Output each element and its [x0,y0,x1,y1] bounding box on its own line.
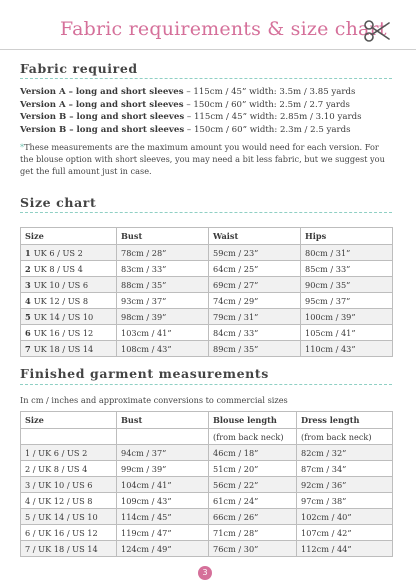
size-label: UK 18 / US 14 [33,343,94,354]
blouse-length-cell: 76cm / 30” [209,541,297,557]
size-cell: 2 / UK 8 / US 4 [21,461,117,477]
bust-cell: 93cm / 37” [117,293,209,309]
fabric-version: Version B – long and short sleeves [20,124,185,135]
waist-cell: 84cm / 33” [209,325,301,341]
dress-length-cell: 87cm / 34” [297,461,393,477]
fabric-version: Version B – long and short sleeves [20,112,185,123]
column-header: Bust [117,412,209,429]
fabric-line [20,86,400,99]
page-header [0,14,416,50]
column-header: Dress length [297,412,393,429]
hips-cell: 95cm / 37” [301,293,393,309]
blouse-length-cell: 56cm / 22” [209,477,297,493]
table-row [21,261,393,277]
bust-cell: 104cm / 41” [117,477,209,493]
size-label: UK 6 / US 2 [33,247,83,258]
size-cell: 6 / UK 16 / US 12 [21,525,117,541]
column-subheader [21,429,117,445]
conversion-note: In cm / inches and approximate conversions to commercial sizes [20,395,288,405]
size-label: UK 12 / US 8 [33,295,89,306]
dress-length-cell: 92cm / 36” [297,477,393,493]
fabric-line [20,111,400,124]
size-cell: 3 / UK 10 / US 6 [21,477,117,493]
size-chart-heading: Size chart [20,195,97,210]
section-divider [20,384,392,385]
fabric-line [20,99,400,112]
table-row [21,245,393,261]
table-row [21,477,393,493]
size-number: 6 [25,327,31,338]
fabric-detail: – 115cm / 45” width: 2.85m / 3.10 yards [184,112,362,123]
column-header: Size [21,412,117,429]
hips-cell: 105cm / 41” [301,325,393,341]
fabric-detail: – 115cm / 45” width: 3.5m / 3.85 yards [183,87,356,97]
table-row [21,461,393,477]
note-asterisk: * [20,142,25,152]
size-number: 2 [25,263,31,274]
size-number: 7 [25,343,31,354]
fabric-note [20,142,392,177]
hips-cell: 110cm / 43” [301,341,393,357]
bust-cell: 78cm / 28” [117,245,209,261]
blouse-length-cell: 71cm / 28” [209,525,297,541]
page-title: Fabric requirements & size chart [60,18,387,40]
bust-cell: 108cm / 43” [117,341,209,357]
size-number: 4 [25,295,31,306]
bust-cell: 103cm / 41” [117,325,209,341]
dress-length-cell: 112cm / 44” [297,541,393,557]
size-cell [21,309,117,325]
finished-garment-table [20,411,393,557]
hips-cell: 85cm / 33” [301,261,393,277]
table-row [21,445,393,461]
size-label: UK 10 / US 6 [33,279,89,290]
page-number: 3 [198,566,212,580]
bust-cell: 94cm / 37” [117,445,209,461]
table-header-row [21,412,393,429]
fabric-version: Version A – long and short sleeves [20,99,184,110]
hips-cell: 80cm / 31” [301,245,393,261]
dress-length-cell: 97cm / 38” [297,493,393,509]
size-cell [21,341,117,357]
column-subheader: (from back neck) [297,429,393,445]
table-row [21,325,393,341]
size-cell [21,293,117,309]
table-row [21,525,393,541]
table-row [21,341,393,357]
waist-cell: 59cm / 23” [209,245,301,261]
column-subheader [117,429,209,445]
size-cell: 5 / UK 14 / US 10 [21,509,117,525]
column-header: Waist [209,228,301,245]
blouse-length-cell: 51cm / 20” [209,461,297,477]
size-cell [21,261,117,277]
bust-cell: 119cm / 47” [117,525,209,541]
size-label: UK 16 / US 12 [33,327,94,338]
fabric-version: Version A – long and short sleeves [20,87,184,97]
blouse-length-cell: 46cm / 18” [209,445,297,461]
size-label: UK 14 / US 10 [33,311,94,322]
blouse-length-cell: 66cm / 26” [209,509,297,525]
column-header: Blouse length [209,412,297,429]
finished-garment-heading: Finished garment measurements [20,366,269,381]
fabric-detail: – 150cm / 60” width: 2.3m / 2.5 yards [184,124,351,135]
dress-length-cell: 102cm / 40” [297,509,393,525]
scissors-icon [362,16,392,46]
bust-cell: 109cm / 43” [117,493,209,509]
waist-cell: 69cm / 27” [209,277,301,293]
waist-cell: 89cm / 35” [209,341,301,357]
column-subheader: (from back neck) [209,429,297,445]
size-cell: 4 / UK 12 / US 8 [21,493,117,509]
table-subheader-row [21,429,393,445]
table-row [21,309,393,325]
bust-cell: 88cm / 35” [117,277,209,293]
bust-cell: 83cm / 33” [117,261,209,277]
dress-length-cell: 107cm / 42” [297,525,393,541]
section-divider [20,78,392,79]
bust-cell: 99cm / 39” [117,461,209,477]
column-header: Bust [117,228,209,245]
table-header-row [21,228,393,245]
waist-cell: 74cm / 29” [209,293,301,309]
note-text: These measurements are the maximum amount you would need for each version. For the blouse option with short sleeves, you may need a bit less fabric, but we suggest you get the full amount just in case. [20,142,385,176]
size-chart-table [20,227,393,357]
size-number: 5 [25,311,31,322]
column-header: Hips [301,228,393,245]
bust-cell: 98cm / 39” [117,309,209,325]
fabric-line [20,124,400,137]
size-cell: 1 / UK 6 / US 2 [21,445,117,461]
table-row [21,293,393,309]
size-cell [21,277,117,293]
size-number: 3 [25,279,31,290]
table-row [21,493,393,509]
size-cell: 7 / UK 18 / US 14 [21,541,117,557]
size-number: 1 [25,247,31,258]
fabric-detail: – 150cm / 60” width: 2.5m / 2.7 yards [183,99,350,110]
column-header: Size [21,228,117,245]
size-label: UK 8 / US 4 [33,263,83,274]
fabric-required-heading: Fabric required [20,61,138,76]
header-divider [0,49,416,50]
hips-cell: 100cm / 39” [301,309,393,325]
waist-cell: 64cm / 25” [209,261,301,277]
table-row [21,277,393,293]
bust-cell: 124cm / 49” [117,541,209,557]
bust-cell: 114cm / 45” [117,509,209,525]
blouse-length-cell: 61cm / 24” [209,493,297,509]
section-divider [20,212,392,213]
size-cell [21,245,117,261]
table-row [21,541,393,557]
dress-length-cell: 82cm / 32” [297,445,393,461]
size-cell [21,325,117,341]
hips-cell: 90cm / 35” [301,277,393,293]
table-row [21,509,393,525]
waist-cell: 79cm / 31” [209,309,301,325]
fabric-requirements-list [20,86,400,136]
